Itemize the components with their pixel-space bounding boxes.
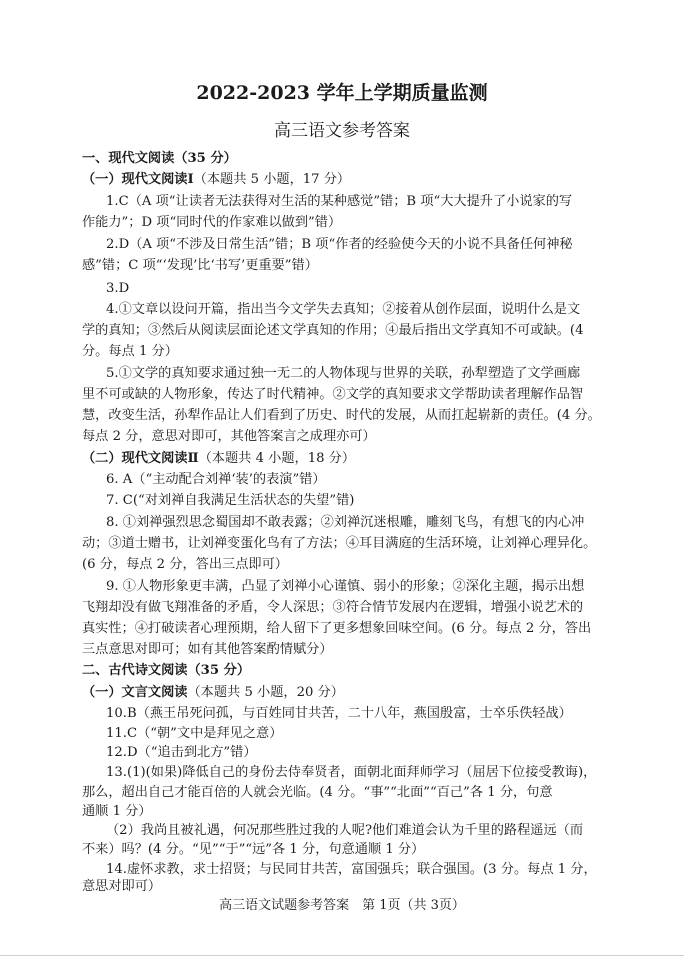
section-heading-modern-reading: 一、现代文阅读（35 分） <box>82 151 237 166</box>
answer-line: 不来）吗？(4 分。“见”“于”“远”各 1 分，句意通顺 1 分） <box>82 842 425 857</box>
answer-line: 学的真知；③然后从阅读层面论述文学真知的作用；④最后指出文学真知不可或缺。(4 <box>82 323 584 338</box>
subsection-heading-modern-reading-2: （二）现代文阅读Ⅱ（本题共 4 小题，18 分） <box>82 451 356 466</box>
answer-line: 10.B（燕王吊死问孤，与百姓同甘共苦，二十八年，燕国殷富，士卒乐佚轻战） <box>106 706 572 721</box>
answer-line: 6. A（“主动配合刘禅‘装’的表演”错） <box>106 472 326 487</box>
answer-line: 1.C（A 项“让读者无法获得对生活的某种感觉”错；B 项“大大提升了小说家的写 <box>106 194 573 209</box>
subsection-heading-modern-reading-1: （一）现代文阅读Ⅰ（本题共 5 小题，17 分） <box>82 172 351 187</box>
answer-line: 飞翔却没有做飞翔准备的矛盾，令人深思；③符合情节发展内在逻辑，增强小说艺术的 <box>82 600 584 615</box>
answer-line: 11.C（“朝”文中是拜见之意） <box>106 726 283 741</box>
answer-line: 那么，超出自己才能百倍的人就会光临。(4 分。“事”“北面”“百己”各 1 分，句意 <box>82 785 553 800</box>
answer-line: 意思对即可） <box>82 879 162 894</box>
subsection-heading-classical-prose: （一）文言文阅读（本题共 5 小题，20 分） <box>82 685 344 700</box>
answer-line: 3.D <box>106 281 130 296</box>
answer-line: 13.(1)(如果)降低自己的身份去侍奉贤者，面朝北面拜师学习（屈居下位接受教诲)， <box>106 765 597 780</box>
section-heading-classical-reading: 二、古代诗文阅读（35 分） <box>82 663 251 678</box>
answer-line: 分。每点 1 分） <box>82 344 178 359</box>
answer-line: 5.①文学的真知要求通过独一无二的人物体现与世界的关联，孙犁塑造了文学画廊 <box>106 366 581 381</box>
answer-line: 里不可或缺的人物形象，传达了时代精神。②文学的真知要求文学帮助读者理解作品智 <box>82 387 584 402</box>
answer-line: 三点意思对即可；如有其他答案酌情赋分） <box>82 642 333 657</box>
answer-line: 慧，改变生活，孙犁作品让人们看到了历史、时代的发展，从而扛起崭新的责任。(4 分。 <box>82 408 601 423</box>
answer-line: 作能力”；D 项“同时代的作家难以做到”错） <box>82 215 342 230</box>
answer-line: 动；③道士赠书，让刘禅变蛋化鸟有了方法；④耳目满庭的生活环境，让刘禅心理异化。 <box>82 536 597 551</box>
answer-line: 8. ①刘禅强烈思念蜀国却不敢表露；②刘禅沉迷根雕，雕刻飞鸟，有想飞的内心冲 <box>106 515 585 530</box>
answer-line: 每点 2 分，意思对即可，其他答案言之成理亦可） <box>82 429 376 444</box>
answer-line: 9. ①人物形象更丰满，凸显了刘禅小心谨慎、弱小的形象；②深化主题，揭示出想 <box>106 579 585 594</box>
page-footer: 高三语文试题参考答案 第 1页（共 3页） <box>219 898 465 913</box>
answer-line: 2.D（A 项“不涉及日常生活”错；B 项“作者的经验使今天的小说不具备任何神秘 <box>106 237 573 252</box>
answer-line: 12.D（“追击到北方”错） <box>106 745 257 760</box>
bottom-divider <box>0 955 684 956</box>
document-title: 2022-2023 学年上学期质量监测 <box>196 82 488 104</box>
answer-line: 通顺 1 分） <box>82 804 152 819</box>
answer-line: 真实性；④打破读者心理预期，给人留下了更多想象回味空间。(6 分。每点 2 分，答出 <box>82 621 592 636</box>
answer-line: 4.①文章以设问开篇，指出当今文学失去真知；②接着从创作层面，说明什么是文 <box>106 302 581 317</box>
answer-line: 7. C(“对刘禅自我满足生活状态的失望”错) <box>106 493 355 508</box>
answer-line: 14.虚怀求教，求士招贤；与民同甘共苦，富国强兵；联合强国。(3 分。每点 1 分， <box>106 862 597 877</box>
answer-line: 感”错；C 项“‘发现’比‘书写’更重要”错） <box>82 258 318 273</box>
answer-line: (6 分，每点 2 分，答出三点即可） <box>82 557 288 572</box>
answer-line: （2）我尚且被礼遇，何况那些胜过我的人呢?他们难道会认为千里的路程遥远（而 <box>106 823 584 838</box>
document-subtitle: 高三语文参考答案 <box>274 121 410 141</box>
